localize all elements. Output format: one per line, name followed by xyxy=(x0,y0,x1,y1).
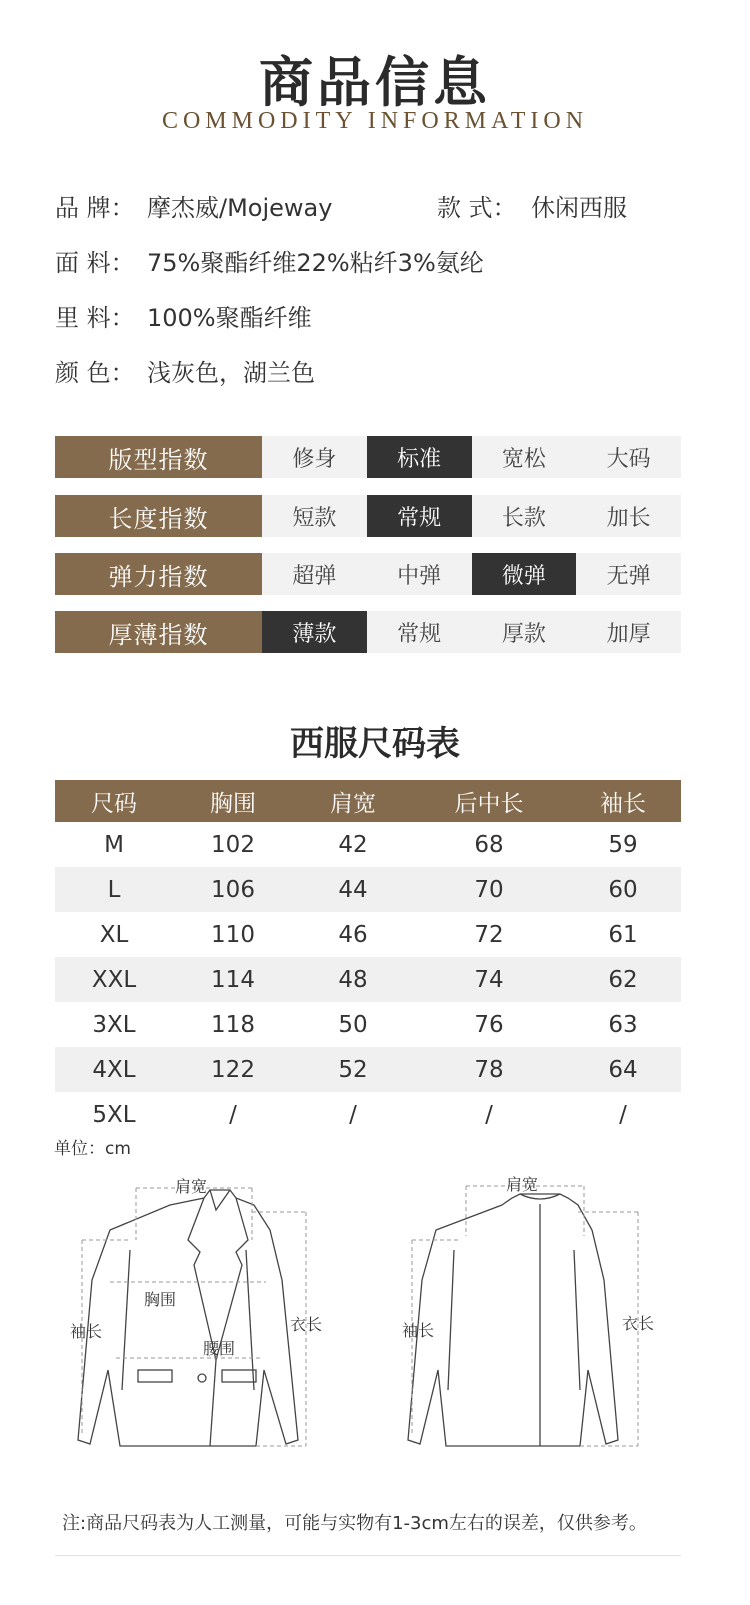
index-row xyxy=(55,553,681,595)
table-cell: M xyxy=(104,831,124,858)
fabric-value: 75%聚酯纤维22%粘纤3%氨纶 xyxy=(147,249,484,277)
table-cell: 50 xyxy=(338,1011,368,1038)
index-option-selected: 微弹 xyxy=(472,553,577,595)
index-option: 宽松 xyxy=(472,436,577,478)
size-diagram xyxy=(60,1170,690,1470)
column-header: 袖长 xyxy=(600,790,646,817)
style-row xyxy=(437,188,627,223)
index-option: 加厚 xyxy=(576,611,681,653)
index-row xyxy=(55,495,681,537)
page-title: 商品信息 xyxy=(259,51,491,114)
table-cell: 62 xyxy=(608,966,638,993)
table-cell: 102 xyxy=(211,831,255,858)
index-label: 厚薄指数 xyxy=(55,611,262,653)
table-row xyxy=(55,1092,681,1137)
table-row xyxy=(55,867,681,912)
index-option: 加长 xyxy=(576,495,681,537)
column-header: 尺码 xyxy=(91,790,137,817)
table-cell: 42 xyxy=(338,831,368,858)
color-label: 颜 色： xyxy=(55,359,135,387)
back-jacket-illustration xyxy=(408,1194,618,1446)
unit-label: 单位：cm xyxy=(54,1139,131,1159)
back-measure-lines xyxy=(412,1186,638,1446)
brand-value: 摩杰威/Mojeway xyxy=(147,194,333,222)
index-option: 超弹 xyxy=(262,553,367,595)
page-subtitle: COMMODITY INFORMATION xyxy=(161,108,589,134)
back-shoulder-label: 肩宽 xyxy=(506,1175,539,1194)
table-cell: 122 xyxy=(211,1056,255,1083)
table-cell: XL xyxy=(99,921,129,948)
back-length-label: 衣长 xyxy=(622,1314,655,1333)
table-cell: XXL xyxy=(91,966,137,993)
table-cell: / xyxy=(229,1101,237,1128)
lining-row xyxy=(55,298,312,333)
index-option: 短款 xyxy=(262,495,367,537)
index-option-selected: 常规 xyxy=(367,495,472,537)
divider xyxy=(55,1555,681,1556)
front-shoulder-label: 肩宽 xyxy=(175,1177,208,1196)
table-cell: 114 xyxy=(211,966,255,993)
table-row xyxy=(55,957,681,1002)
color-row xyxy=(55,353,315,388)
color-value: 浅灰色，湖兰色 xyxy=(147,359,315,387)
front-chest-label: 胸围 xyxy=(144,1290,177,1309)
table-cell: / xyxy=(485,1101,493,1128)
index-option: 长款 xyxy=(472,495,577,537)
front-jacket-illustration xyxy=(78,1190,298,1446)
front-sleeve-label: 袖长 xyxy=(70,1322,103,1341)
front-measure-lines xyxy=(82,1188,306,1446)
index-option: 修身 xyxy=(262,436,367,478)
table-row xyxy=(55,1047,681,1092)
index-option-selected: 标准 xyxy=(367,436,472,478)
index-option: 无弹 xyxy=(576,553,681,595)
table-cell: 46 xyxy=(338,921,368,948)
table-cell: / xyxy=(349,1101,357,1128)
table-cell: 3XL xyxy=(92,1011,136,1038)
front-labels xyxy=(70,1177,322,1358)
index-label: 长度指数 xyxy=(55,495,262,537)
table-cell: 74 xyxy=(474,966,504,993)
size-table xyxy=(55,780,681,1137)
table-cell: 5XL xyxy=(92,1101,136,1128)
brand-label: 品 牌： xyxy=(55,194,135,222)
fabric-row xyxy=(55,243,484,278)
table-cell: 60 xyxy=(608,876,638,903)
size-table-header xyxy=(55,780,681,822)
table-cell: 4XL xyxy=(92,1056,136,1083)
brand-row xyxy=(55,188,332,223)
table-cell: 76 xyxy=(474,1011,504,1038)
style-label: 款 式： xyxy=(437,194,517,222)
back-sleeve-label: 袖长 xyxy=(402,1321,435,1340)
fabric-label: 面 料： xyxy=(55,249,135,277)
table-cell: 63 xyxy=(608,1011,638,1038)
index-option: 常规 xyxy=(367,611,472,653)
index-option-selected: 薄款 xyxy=(262,611,367,653)
front-length-label: 衣长 xyxy=(290,1315,323,1334)
table-cell: 70 xyxy=(474,876,504,903)
size-table-title: 西服尺码表 xyxy=(290,724,460,764)
table-cell: 44 xyxy=(338,876,368,903)
lining-label: 里 料： xyxy=(55,304,135,332)
column-header: 胸围 xyxy=(210,790,256,817)
table-cell: 68 xyxy=(474,831,504,858)
table-cell: 59 xyxy=(608,831,638,858)
index-option: 大码 xyxy=(576,436,681,478)
front-waist-label: 腰围 xyxy=(203,1339,236,1358)
index-row xyxy=(55,611,681,653)
table-cell: 118 xyxy=(211,1011,255,1038)
table-cell: L xyxy=(107,876,121,903)
table-cell: 64 xyxy=(608,1056,638,1083)
disclaimer-note: 注:商品尺码表为人工测量，可能与实物有1-3cm左右的误差，仅供参考。 xyxy=(62,1513,647,1534)
style-value: 休闲西服 xyxy=(531,194,627,222)
table-row xyxy=(55,1002,681,1047)
index-label: 版型指数 xyxy=(55,436,262,478)
column-header: 后中长 xyxy=(454,790,524,817)
index-label: 弹力指数 xyxy=(55,553,262,595)
column-header: 肩宽 xyxy=(330,790,376,817)
index-option: 厚款 xyxy=(472,611,577,653)
table-cell: 78 xyxy=(474,1056,504,1083)
back-labels xyxy=(402,1175,654,1340)
index-row xyxy=(55,436,681,478)
index-option: 中弹 xyxy=(367,553,472,595)
table-cell: / xyxy=(619,1101,627,1128)
lining-value: 100%聚酯纤维 xyxy=(147,304,312,332)
table-cell: 48 xyxy=(338,966,368,993)
table-cell: 72 xyxy=(474,921,504,948)
table-cell: 110 xyxy=(211,921,255,948)
table-cell: 52 xyxy=(338,1056,368,1083)
table-row xyxy=(55,912,681,957)
table-cell: 106 xyxy=(211,876,255,903)
table-cell: 61 xyxy=(608,921,638,948)
table-row xyxy=(55,822,681,867)
